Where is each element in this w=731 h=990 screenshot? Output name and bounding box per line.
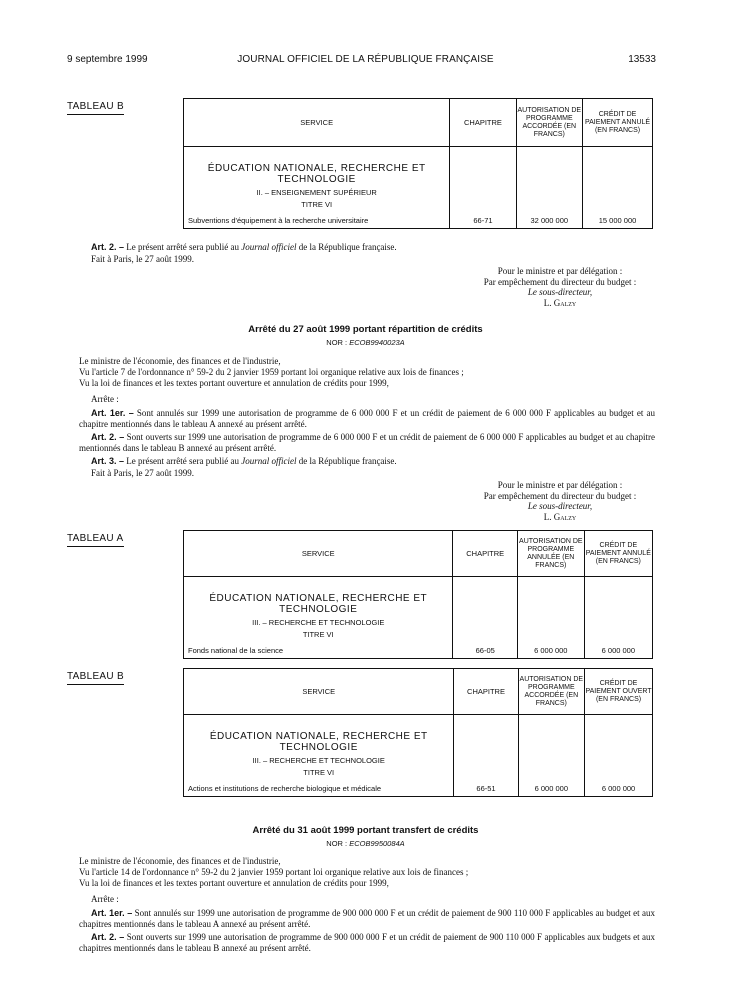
col-autorisation: AUTORISATION DE PROGRAMME ACCORDÉE (EN FRANCS): [516, 99, 583, 147]
arrete2-visa-2: Vu l'article 14 de l'ordonnance n° 59-2 du 2 janvier 1959 portant loi organique relative aux lois de finances ;: [79, 867, 469, 877]
arrete1-nor: NOR : ECOB9940023A: [326, 338, 405, 347]
line-label: Subventions d'équipement à la recherche universitaire: [188, 216, 369, 225]
table-label: TABLEAU B: [67, 671, 124, 685]
signature-1: Pour le ministre et par délégation : Par empêchement du directeur du budget : Le sous-directeur, L. Galzy: [483, 266, 637, 308]
arrete1-visa-1: Le ministre de l'économie, des finances et de l'industrie,: [79, 356, 281, 366]
budget-table-1: [183, 98, 653, 229]
section-name: II. – ENSEIGNEMENT SUPÉRIEUR: [256, 188, 377, 197]
autorisation-value: 6 000 000: [518, 715, 585, 797]
col-service: SERVICE: [184, 669, 454, 715]
header-date: 9 septembre 1999: [67, 54, 148, 65]
col-credit: CRÉDIT DE PAIEMENT OUVERT (EN FRANCS): [585, 669, 653, 715]
arrete2-art2: Art. 2. – Sont ouverts sur 1999 une autorisation de programme de 900 000 000 F et un crédit de paiement de 900 110 000 F applicables aux budgets et aux chapitres mentionnés dans le tableau B annexé au présent arrêté.: [79, 932, 656, 953]
col-service: SERVICE: [184, 99, 450, 147]
col-service: SERVICE: [184, 531, 453, 577]
arrete1-art2: Art. 2. – Sont ouverts sur 1999 une autorisation de programme de 6 000 000 F et un crédit de paiement de 6 000 000 F applicables au budget et au chapitre mentionnés dans le tableau B annexé au présent arrêté.: [79, 432, 655, 453]
arrete1-art3: Art. 3. – Le présent arrêté sera publié au Journal officiel de la République française.: [91, 456, 397, 466]
page-header: [0, 54, 731, 68]
arrete2-visa-1: Le ministre de l'économie, des finances et de l'industrie,: [79, 856, 281, 866]
arrete2-art1: Art. 1er. – Sont annulés sur 1999 une autorisation de programme de 900 000 000 F et un crédit de paiement de 900 110 000 F applicables au budget et aux chapitres mentionnés dans le tableau A annexé au présent arrêté.: [79, 908, 656, 929]
service-cell: [184, 147, 450, 229]
budget-table-3: [183, 668, 653, 797]
section-name: III. – RECHERCHE ET TECHNOLOGIE: [252, 618, 385, 627]
arrete2-nor: NOR : ECOB9950084A: [326, 839, 405, 848]
credit-value: 6 000 000: [585, 715, 653, 797]
arrete1-visa-3: Vu la loi de finances et les textes portant ouverture et annulation de crédits pour 1999,: [79, 378, 389, 388]
titre-name: TITRE VI: [302, 630, 334, 639]
titre-name: TITRE VI: [301, 200, 333, 209]
service-cell: [184, 577, 453, 659]
table-label: TABLEAU A: [67, 533, 124, 547]
budget-table-2: [183, 530, 653, 659]
line-label: Actions et institutions de recherche biologique et médicale: [188, 784, 382, 793]
arrete2-arrete: Arrête :: [91, 894, 119, 904]
ministry-name: ÉDUCATION NATIONALE, RECHERCHE ET TECHNOLOGIE: [207, 163, 426, 185]
arrete1-visa-2: Vu l'article 7 de l'ordonnance n° 59-2 du 2 janvier 1959 portant loi organique relative aux lois de finances ;: [79, 367, 464, 377]
block1-fait: Fait à Paris, le 27 août 1999.: [91, 254, 194, 264]
arrete1-arrete: Arrête :: [91, 394, 119, 404]
col-credit: CRÉDIT DE PAIEMENT ANNULÉ (EN FRANCS): [584, 531, 652, 577]
journal-title: JOURNAL OFFICIEL DE LA RÉPUBLIQUE FRANÇAISE: [237, 54, 494, 65]
signature-2: Pour le ministre et par délégation : Par empêchement du directeur du budget : Le sous-directeur, L. Galzy: [483, 480, 637, 522]
col-chapitre: CHAPITRE: [453, 531, 517, 577]
arrete1-art1: Art. 1er. – Sont annulés sur 1999 une autorisation de programme de 6 000 000 F et un crédit de paiement de 6 000 000 F applicables au budget et au chapitre mentionnés dans le tableau A annexé au présent arrêté.: [79, 408, 656, 429]
page-number: 13533: [628, 54, 656, 65]
titre-name: TITRE VI: [303, 768, 335, 777]
block1-art2: Art. 2. – Le présent arrêté sera publié au Journal officiel de la République française.: [91, 242, 397, 252]
line-label: Fonds national de la science: [188, 646, 284, 655]
arrete1-title: Arrêté du 27 août 1999 portant répartition de crédits: [248, 324, 483, 335]
ministry-name: ÉDUCATION NATIONALE, RECHERCHE ET TECHNOLOGIE: [209, 731, 428, 753]
service-cell: [184, 715, 454, 797]
chapitre-value: 66-05: [453, 577, 517, 659]
arrete2-title: Arrêté du 31 août 1999 portant transfert de crédits: [252, 825, 479, 836]
section-name: III. – RECHERCHE ET TECHNOLOGIE: [252, 756, 385, 765]
col-chapitre: CHAPITRE: [454, 669, 518, 715]
autorisation-value: 6 000 000: [517, 577, 584, 659]
col-autorisation: AUTORISATION DE PROGRAMME ACCORDÉE (EN FRANCS): [518, 669, 585, 715]
credit-value: 15 000 000: [583, 147, 653, 229]
col-credit: CRÉDIT DE PAIEMENT ANNULÉ (EN FRANCS): [583, 99, 653, 147]
col-chapitre: CHAPITRE: [450, 99, 516, 147]
autorisation-value: 32 000 000: [516, 147, 583, 229]
chapitre-value: 66-51: [454, 715, 518, 797]
chapitre-value: 66-71: [450, 147, 516, 229]
ministry-name: ÉDUCATION NATIONALE, RECHERCHE ET TECHNOLOGIE: [209, 593, 428, 615]
arrete2-visa-3: Vu la loi de finances et les textes portant ouverture et annulation de crédits pour 1999,: [79, 878, 389, 888]
table-label: TABLEAU B: [67, 101, 124, 115]
credit-value: 6 000 000: [584, 577, 652, 659]
arrete1-fait: Fait à Paris, le 27 août 1999.: [91, 468, 194, 478]
col-autorisation: AUTORISATION DE PROGRAMME ANNULÉE (EN FRANCS): [517, 531, 584, 577]
